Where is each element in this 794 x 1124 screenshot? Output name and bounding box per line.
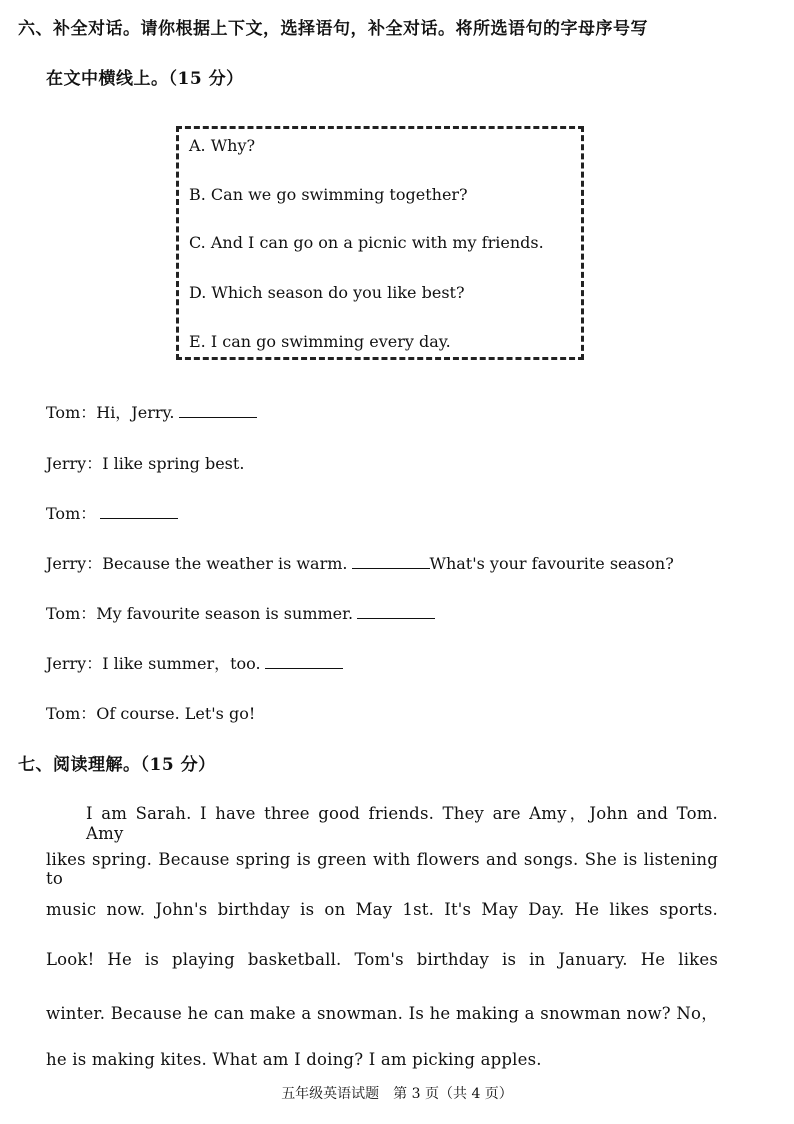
dialogue-line-5 xyxy=(46,601,435,624)
reading-line-2: likes spring. Because spring is green with flowers and songs. She is listening to xyxy=(46,850,718,888)
dialogue-line-3 xyxy=(46,501,178,524)
dialogue-text: Jerry：I like summer，too. xyxy=(46,654,261,673)
option-d: D. Which season do you like best? xyxy=(189,283,465,302)
answer-blank-1[interactable] xyxy=(179,403,257,418)
option-a: A. Why? xyxy=(189,136,256,155)
section7-title: 七、阅读理解。（15 分） xyxy=(18,755,216,775)
dialogue-text-after: What's your favourite season? xyxy=(429,554,674,573)
dialogue-text: Tom： xyxy=(46,504,97,523)
dialogue-text: Tom：Hi，Jerry. xyxy=(46,403,175,422)
option-b: B. Can we go swimming together? xyxy=(189,185,468,204)
reading-line-1: I am Sarah. I have three good friends. They are Amy，John and Tom. Amy xyxy=(86,804,718,843)
answer-blank-4[interactable] xyxy=(357,604,435,619)
answer-blank-3[interactable] xyxy=(352,554,430,569)
answer-blank-5[interactable] xyxy=(265,654,343,669)
dialogue-text: Tom：My favourite season is summer. xyxy=(46,604,354,623)
reading-line-5: winter. Because he can make a snowman. Is he making a snowman now? No， xyxy=(46,1004,718,1023)
dialogue-text: Jerry：Because the weather is warm. xyxy=(46,554,348,573)
answer-blank-2[interactable] xyxy=(100,504,178,519)
section6-title-line1: 六、补全对话。请你根据上下文，选择语句，补全对话。将所选语句的字母序号写 xyxy=(18,19,648,39)
dialogue-line-6 xyxy=(46,651,343,674)
section6-title-line2: 在文中横线上。（15 分） xyxy=(46,69,244,89)
reading-line-6: he is making kites. What am I doing? I am picking apples. xyxy=(46,1050,542,1069)
option-c: C. And I can go on a picnic with my friends. xyxy=(189,233,544,252)
option-e: E. I can go swimming every day. xyxy=(189,332,451,351)
reading-line-3: music now. John's birthday is on May 1st. It's May Day. He likes sports. xyxy=(46,900,718,919)
page-footer: 五年级英语试题 第 3 页（共 4 页） xyxy=(281,1086,513,1102)
dialogue-line-1 xyxy=(46,400,257,423)
reading-line-4: Look! He is playing basketball. Tom's birthday is in January. He likes xyxy=(46,950,718,969)
dialogue-line-2 xyxy=(46,451,244,474)
dialogue-text: Tom：Of course. Let's go! xyxy=(46,704,256,723)
dialogue-line-7 xyxy=(46,701,255,724)
dialogue-text: Jerry：I like spring best. xyxy=(46,454,245,473)
dialogue-line-4 xyxy=(46,551,674,574)
